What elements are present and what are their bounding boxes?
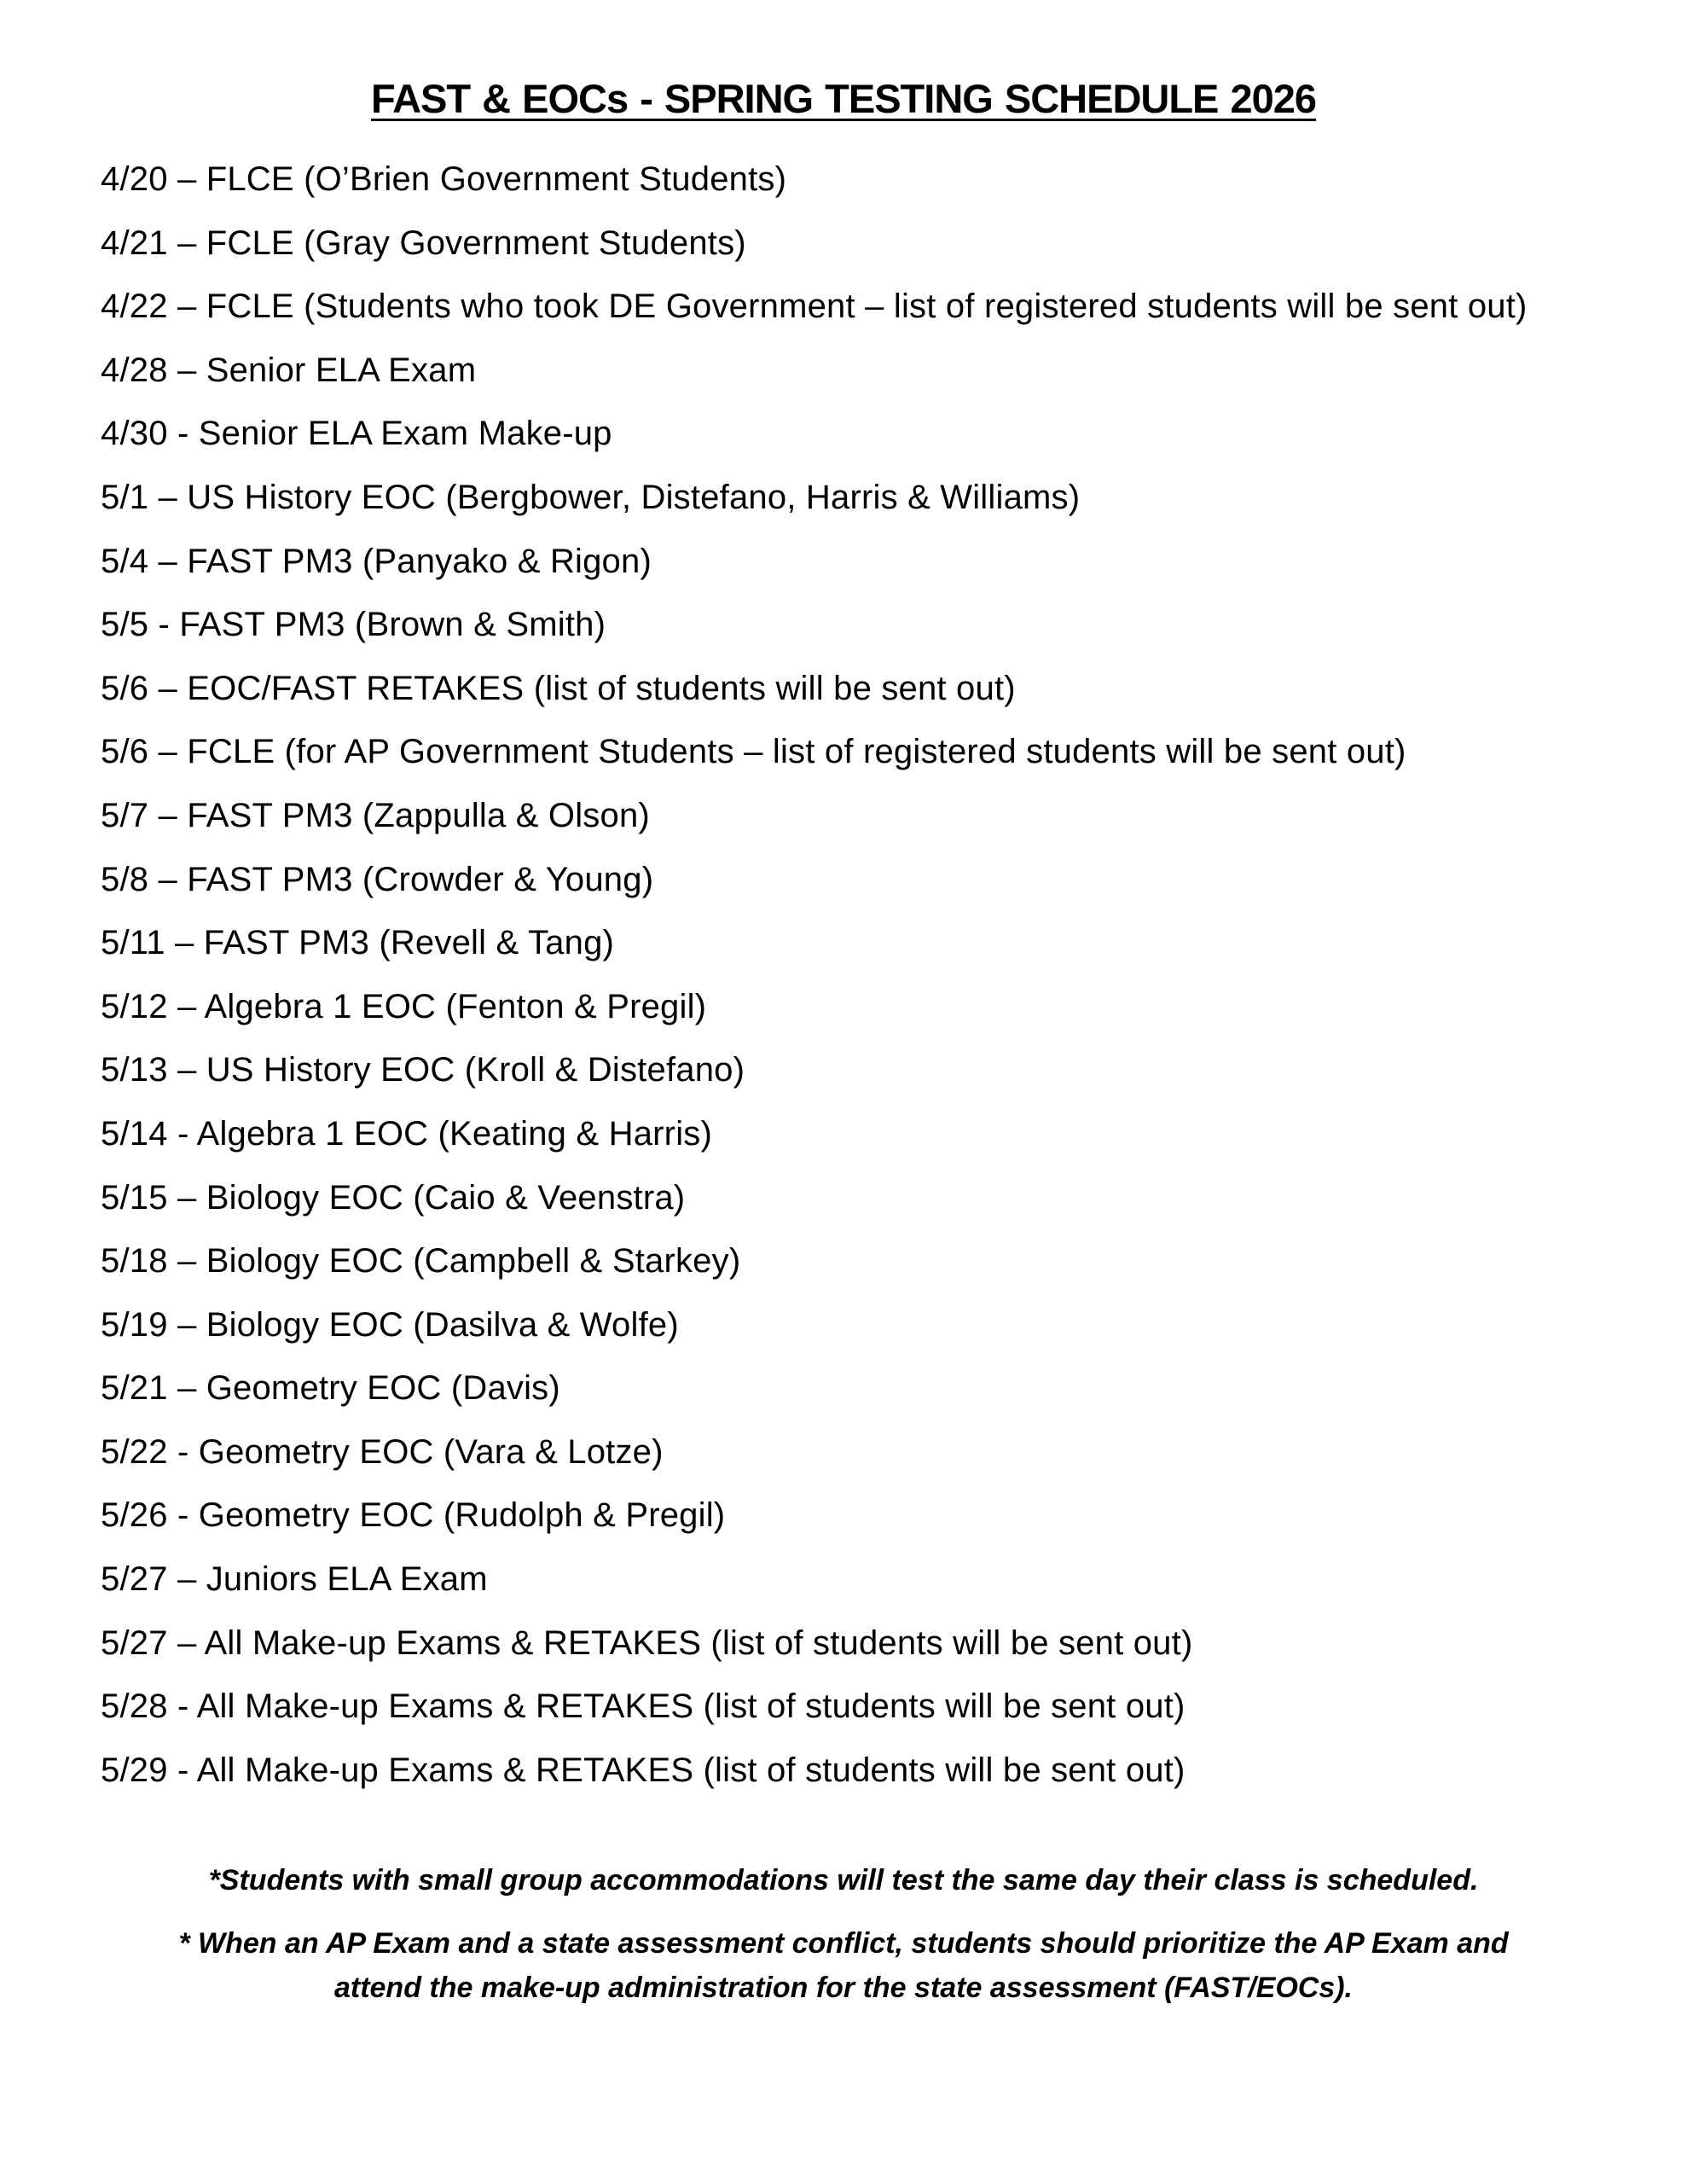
footnote-ap-exam-conflict: * When an AP Exam and a state assessment conflict, students should prioritize the AP Exam and attend the make-up administration for the state assessment (FAST/EOCs). bbox=[178, 1927, 1509, 2005]
schedule-line: 4/21 – FCLE (Gray Government Students) bbox=[101, 224, 746, 262]
schedule-line: 5/12 – Algebra 1 EOC (Fenton & Pregil) bbox=[101, 987, 707, 1025]
schedule-line: 5/8 – FAST PM3 (Crowder & Young) bbox=[101, 860, 654, 898]
schedule-line: 5/7 – FAST PM3 (Zappulla & Olson) bbox=[101, 796, 650, 834]
schedule-line: 5/21 – Geometry EOC (Davis) bbox=[101, 1369, 560, 1408]
schedule-line: 5/28 - All Make-up Exams & RETAKES (list of students will be sent out) bbox=[101, 1687, 1186, 1726]
schedule-line: 5/15 – Biology EOC (Caio & Veenstra) bbox=[101, 1178, 686, 1217]
schedule-line: 5/18 – Biology EOC (Campbell & Starkey) bbox=[101, 1242, 741, 1281]
schedule-line: 5/6 – FCLE (for AP Government Students – list of registered students will be sent out) bbox=[101, 733, 1406, 771]
footnotes-section bbox=[101, 1858, 1586, 2010]
footnote-small-group: *Students with small group accommodations will test the same day their class is scheduled. bbox=[208, 1864, 1479, 1897]
schedule-line: 5/19 – Biology EOC (Dasilva & Wolfe) bbox=[101, 1305, 679, 1344]
page-title: FAST & EOCs - SPRING TESTING SCHEDULE 2026 bbox=[370, 76, 1317, 121]
schedule-line: 5/27 – All Make-up Exams & RETAKES (list of students will be sent out) bbox=[101, 1623, 1193, 1662]
schedule-line: 4/20 – FLCE (O’Brien Government Students) bbox=[101, 160, 787, 198]
schedule-line: 5/1 – US History EOC (Bergbower, Distefano, Harris & Williams) bbox=[101, 478, 1081, 516]
schedule-line: 5/27 – Juniors ELA Exam bbox=[101, 1560, 488, 1599]
schedule-line: 5/14 - Algebra 1 EOC (Keating & Harris) bbox=[101, 1114, 712, 1153]
schedule-line: 4/30 - Senior ELA Exam Make-up bbox=[101, 415, 612, 453]
schedule-line: 5/5 - FAST PM3 (Brown & Smith) bbox=[101, 606, 606, 644]
schedule-line: 5/26 - Geometry EOC (Rudolph & Pregil) bbox=[101, 1496, 726, 1535]
schedule-line: 5/13 – US History EOC (Kroll & Distefano) bbox=[101, 1051, 745, 1089]
schedule-line: 5/6 – EOC/FAST RETAKES (list of students will be sent out) bbox=[101, 669, 1016, 707]
schedule-line: 5/11 – FAST PM3 (Revell & Tang) bbox=[101, 924, 615, 962]
schedule-line: 5/29 - All Make-up Exams & RETAKES (list of students will be sent out) bbox=[101, 1751, 1186, 1789]
schedule-line: 4/28 – Senior ELA Exam bbox=[101, 351, 477, 389]
schedule-line: 5/22 - Geometry EOC (Vara & Lotze) bbox=[101, 1432, 664, 1471]
schedule-line: 5/4 – FAST PM3 (Panyako & Rigon) bbox=[101, 542, 652, 580]
schedule-line: 4/22 – FCLE (Students who took DE Government – list of registered students will be sent out) bbox=[101, 288, 1528, 326]
testing-schedule-list bbox=[101, 148, 1586, 1802]
